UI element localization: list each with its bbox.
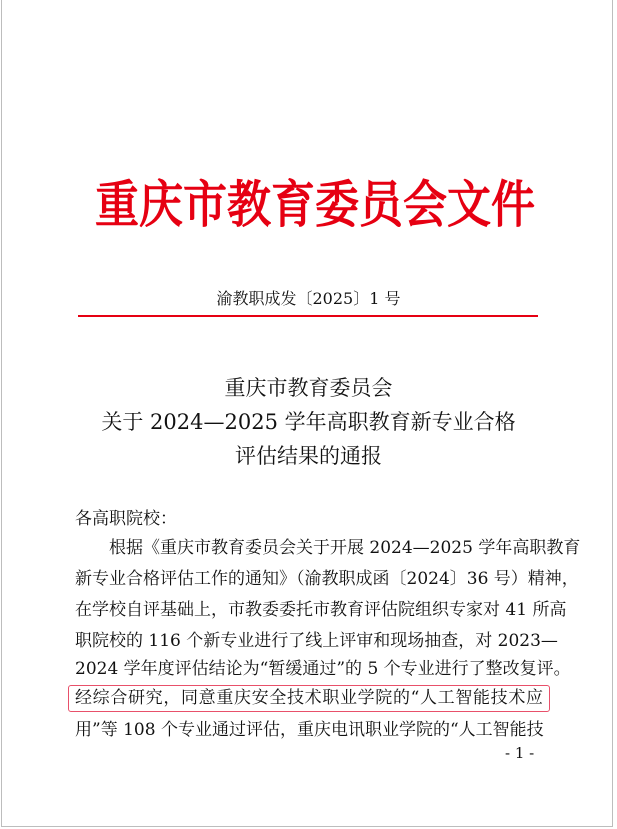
body-line: 在学校自评基础上，市教委委托市教育评估院组织专家对 41 所高 xyxy=(75,600,567,620)
header-title-char: 文 xyxy=(447,175,491,235)
body-line: 职院校的 116 个新专业进行了线上评审和现场抽查，对 2023— xyxy=(75,631,558,651)
header-title-char: 育 xyxy=(271,175,315,235)
header-title-char: 庆 xyxy=(139,175,183,235)
header-title-char: 员 xyxy=(359,175,403,235)
notice-title-line-1: 重庆市教育委员会 xyxy=(224,376,393,400)
header-title-char: 件 xyxy=(491,175,535,235)
body-line-highlighted: 经综合研究，同意重庆安全技术职业学院的“人工智能技术应 xyxy=(75,688,543,708)
body-line: 2024 学年度评估结论为“暂缓通过”的 5 个专业进行了整改复评。 xyxy=(75,659,571,679)
header-title-char: 市 xyxy=(183,175,227,235)
document-header-title xyxy=(95,166,535,235)
header-title-char: 会 xyxy=(403,175,447,235)
document-number: 渝教职成发〔2025〕1 号 xyxy=(216,289,401,308)
page-number: - 1 - xyxy=(505,744,535,762)
header-title-char: 教 xyxy=(227,175,271,235)
header-title-char: 重 xyxy=(95,175,139,235)
header-divider xyxy=(78,315,538,317)
body-line: 新专业合格评估工作的通知》（渝教职成函〔2024〕36 号）精神， xyxy=(75,569,579,589)
header-title-char: 委 xyxy=(315,175,359,235)
notice-title-line-2: 关于 2024—2025 学年高职教育新专业合格 xyxy=(101,410,516,434)
notice-title-line-3: 评估结果的通报 xyxy=(235,444,382,468)
body-line: 用”等 108 个专业通过评估，重庆电讯职业学院的“人工智能技 xyxy=(75,720,544,740)
body-line: 根据《重庆市教育委员会关于开展 2024—2025 学年高职教育 xyxy=(75,538,581,558)
salutation: 各高职院校： xyxy=(75,509,177,529)
